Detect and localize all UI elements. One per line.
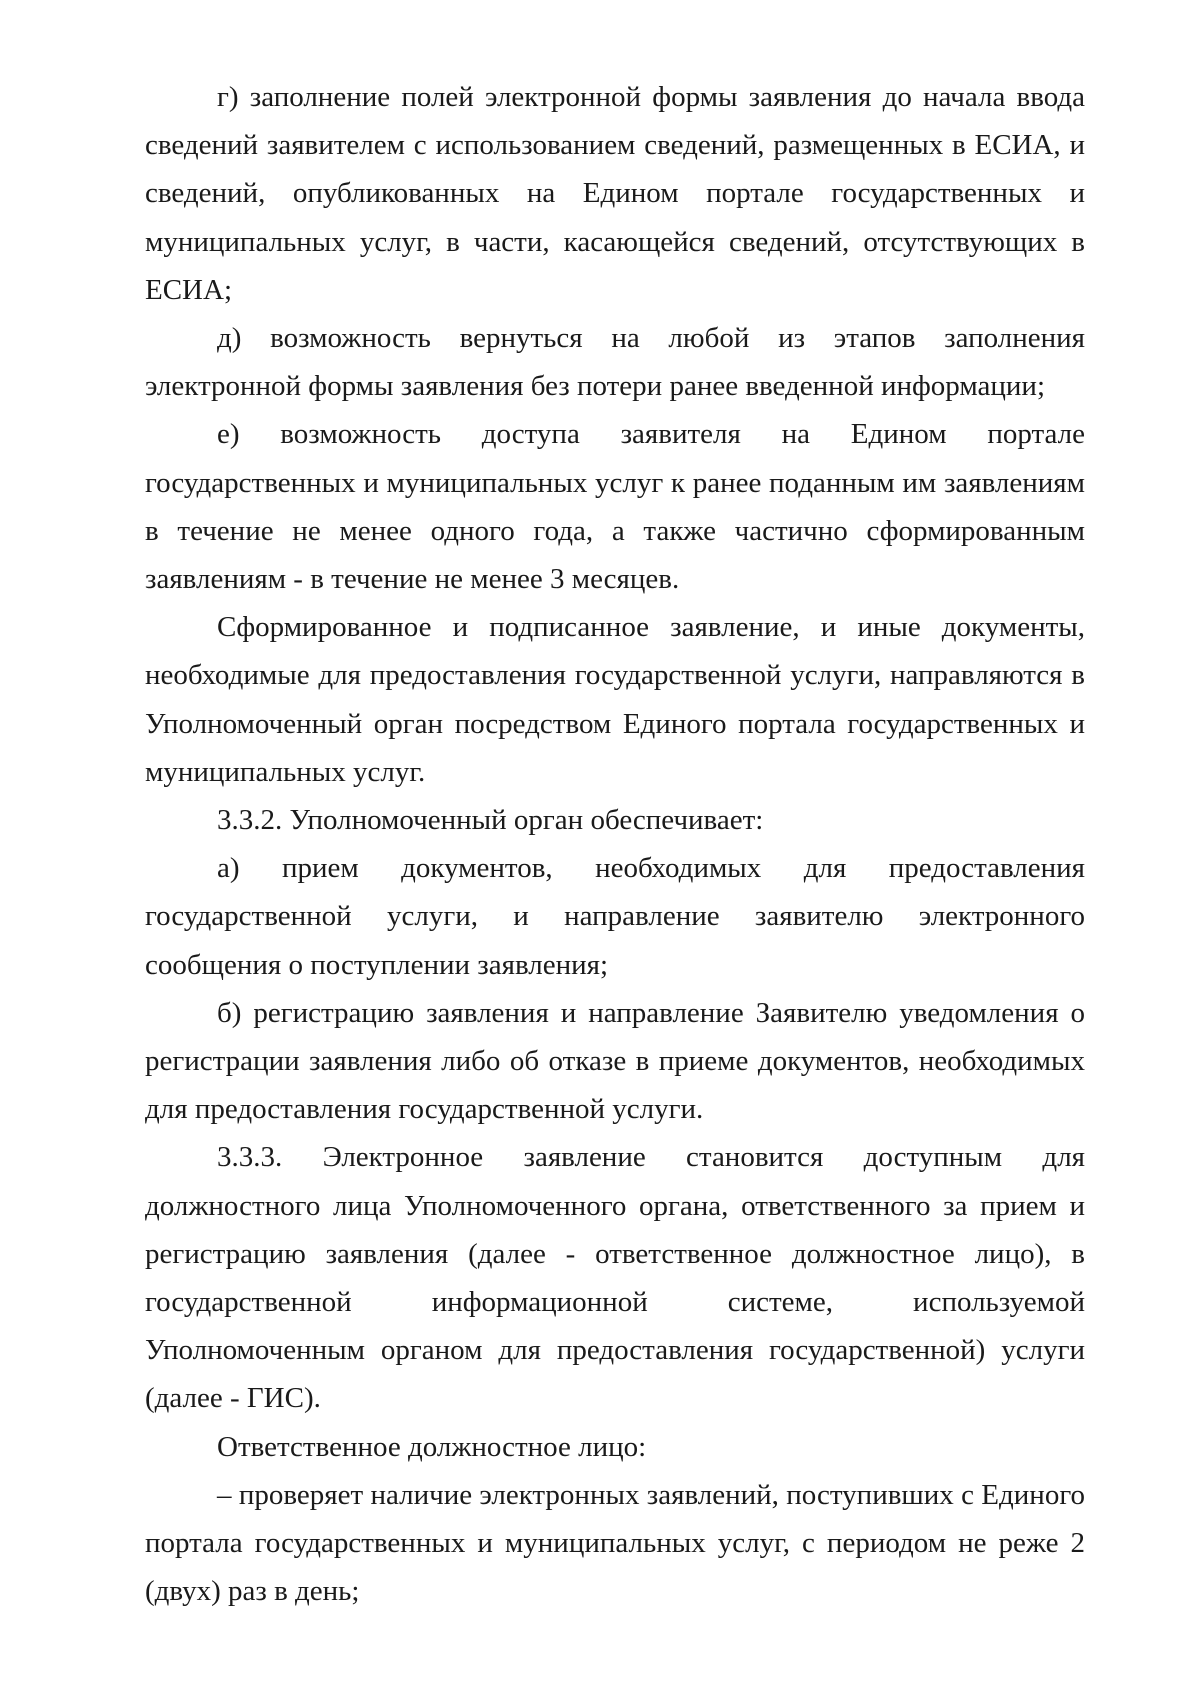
paragraph-3-3-3: 3.3.3. Электронное заявление становится доступным для должностного лица Уполномоченного органа, ответственного за прием и регистрацию заявления (далее - ответственное должностное лицо), в государственной информационной системе, используемой Уполномоченным органом для предоставления государственной) услуги (далее - ГИС). [145,1141,1085,1415]
paragraph-checks-applications: – проверяет наличие электронных заявлений, поступивших с Единого портала государственных и муниципальных услуг, с периодом не реже 2 (двух) раз в день; [145,1478,1085,1608]
paragraph-a-receipt-of-documents: а) прием документов, необходимых для предоставления государственной услуги, и направление заявителю электронного сообщения о поступлении заявления; [145,852,1085,981]
paragraph-e-access-to-applications: е) возможность доступа заявителя на Едином портале государственных и муниципальных услуг к ранее поданным им заявлениям в течение не менее одного года, а также частично сформированным заявлениям - в течение не менее 3 месяцев. [145,418,1085,596]
paragraph-responsible-official: Ответственное должностное лицо: [217,1430,647,1463]
paragraph-d-return-to-stage: д) возможность вернуться на любой из этапов заполнения электронной формы заявления без потери ранее введенной информации; [145,322,1085,403]
paragraph-formed-application: Сформированное и подписанное заявление, и иные документы, необходимые для предоставления государственной услуги, направляются в Уполномоченный орган посредством Единого портала государственных и муниципальных услуг. [145,611,1085,788]
paragraph-3-3-2: 3.3.2. Уполномоченный орган обеспечивает: [217,804,764,837]
paragraph-g-form-fields: г) заполнение полей электронной формы заявления до начала ввода сведений заявителем с использованием сведений, размещенных в ЕСИА, и сведений, опубликованных на Едином портале государственных и муниципальных услуг, в части, касающейся сведений, отсутствующих в ЕСИА; [145,81,1085,306]
document-body [145,73,1085,1616]
paragraph-b-registration: б) регистрацию заявления и направление Заявителю уведомления о регистрации заявления либо об отказе в приеме документов, необходимых для предоставления государственной услуги. [145,996,1085,1126]
